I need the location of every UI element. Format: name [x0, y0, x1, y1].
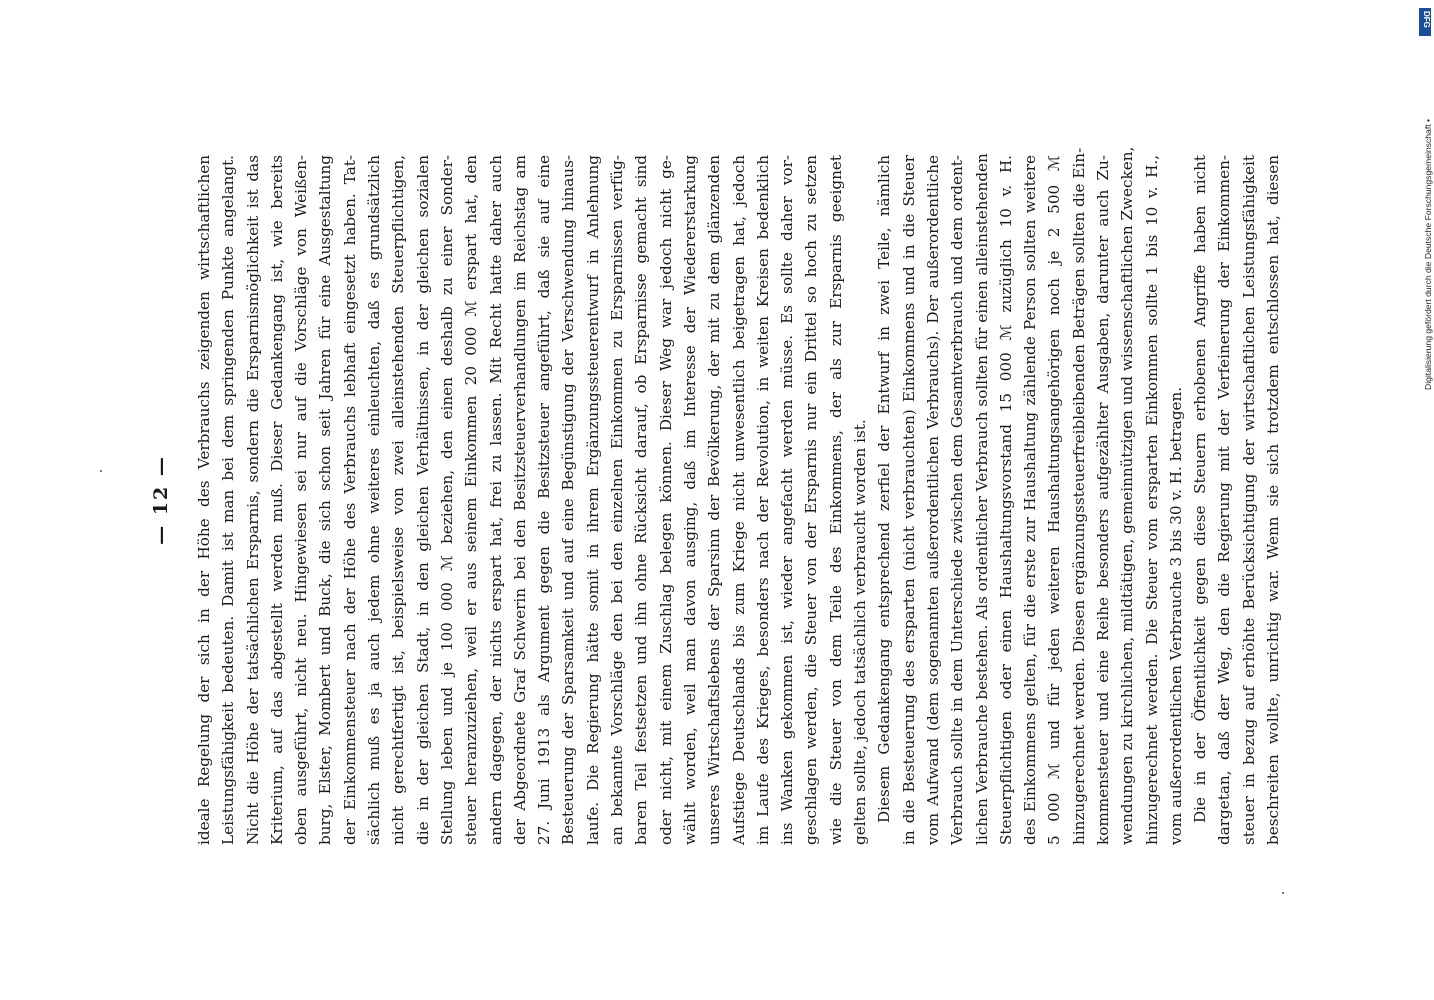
text-line: ins Wanken gekommen ist, wieder angefacht werden müsse. Es sollte daher vor-: [778, 155, 797, 845]
page-number: — 12 —: [150, 455, 172, 545]
text-line: steuer heranzuziehen, weil er aus seinem Einkommen 20 000 ℳ erspart hat, den: [462, 155, 481, 845]
text-line: wie die Steuer von dem Teile des Einkommens, der als zur Ersparnis geeignet: [826, 155, 845, 845]
text-line: dargetan, daß der Weg, den die Regierung mit der Verfeinerung der Einkommen-: [1215, 155, 1234, 845]
text-line: geschlagen werden, die Steuer von der Ersparnis nur ein Drittel so hoch zu setzen: [802, 155, 821, 845]
text-line: 27. Juni 1913 als Argument gegen die Besitzsteuer angeführt, daß sie auf eine: [535, 155, 554, 845]
text-line: oben ausgeführt, nicht neu. Hingewiesen sei nur auf die Vorschläge von Weißen-: [292, 155, 311, 845]
text-line: Diesem Gedankengang entsprechend zerfiel der Entwurf in zwei Teile, nämlich: [875, 155, 894, 823]
text-line: Kriterium, auf das abgestellt werden muß. Dieser Gedankengang ist, wie bereits: [267, 155, 286, 845]
rotated-text-block: [150, 146, 1283, 845]
text-line: sächlich muß es ja auch jedem ohne weiteres einleuchten, daß es grundsätzlich: [365, 155, 384, 845]
body-text: [192, 146, 1285, 845]
scan-speck: [100, 470, 102, 472]
text-line: Verbrauch sollte in dem Unterschiede zwischen dem Gesamtverbrauch und dem ordent-: [948, 155, 967, 845]
text-line: Stellung leben und je 100 000 ℳ beziehen, den einen deshalb zu einer Sonder-: [437, 155, 456, 845]
text-line: burg, Elster, Mombert und Buck, die sich schon seit Jahren für eine Ausgestaltung: [316, 155, 335, 845]
text-line: der Einkommensteuer nach der Höhe des Verbrauchs lebhaft eingesetzt haben. Tat-: [340, 155, 359, 845]
text-line: andern dagegen, der nichts erspart hat, frei zu lassen. Mit Recht hatte daher auch: [486, 155, 505, 845]
text-line: wendungen zu kirchlichen, mildtätigen, gemeinnützigen und wissenschaftlichen Zwecken,: [1118, 146, 1137, 845]
text-line: des Einkommens gelten, für die erste zur Haushaltung zählende Person sollten weitere: [1021, 155, 1040, 845]
text-line: vom außerordentlichen Verbrauche 3 bis 30 v. H. betragen.: [1166, 386, 1185, 845]
text-line: Die in der Öffentlichkeit gegen diese Steuern erhobenen Angriffe haben nicht: [1191, 155, 1210, 823]
text-line: an bekannte Vorschläge den bei den einzelnen Einkommen zu Ersparnissen verfüg-: [608, 155, 627, 845]
text-line: unseres Wirtschaftslebens der Sparsinn der Bevölkerung, der mit zu dem glänzenden: [705, 155, 724, 845]
text-line: hinzugerechnet werden. Diesen ergänzungssteuerfreibleibenden Beträgen sollten die Ein-: [1069, 147, 1088, 845]
text-line: Leistungsfähigkeit bedeuten. Damit ist man bei dem springenden Punkte angelangt.: [219, 155, 238, 845]
text-line: im Laufe des Krieges, besonders nach der Revolution, in weiten Kreisen bedenklich: [753, 155, 772, 845]
text-line: beschreiten wollte, unrichtig war. Wenn sie sich trotzdem entschlossen hat, diesen: [1264, 155, 1283, 845]
text-line: hinzugerechnet werden. Die Steuer vom ersparten Einkommen sollte 1 bis 10 v. H.,: [1142, 155, 1161, 845]
text-line: Nicht die Höhe der tatsächlichen Ersparnis, sondern die Ersparnismöglichkeit ist das: [243, 155, 262, 845]
text-line: kommensteuer und eine Reihe besonders aufgezählter Ausgaben, darunter auch Zu-: [1093, 155, 1112, 845]
text-line: steuer in bezug auf erhöhte Berücksichtigung der wirtschaftlichen Leistungsfähigkeit: [1239, 155, 1258, 845]
text-line: lichen Verbrauche bestehen. Als ordentlicher Verbrauch sollten für einen alleinstehenden: [972, 153, 991, 845]
text-line: in die Besteuerung des ersparten (nicht verbrauchten) Einkommens und in die Steuer: [899, 155, 918, 845]
text-line: ideale Regelung der sich in der Höhe des Verbrauchs zeigenden wirtschaftlichen: [195, 155, 213, 845]
text-line: Besteuerung der Sparsamkeit und auf eine Begünstigung der Verschwendung hinaus-: [559, 155, 578, 845]
text-line: 5 000 ℳ und für jeden weiteren Haushaltungsangehörigen noch je 2 500 ℳ: [1045, 155, 1064, 845]
digitization-credit: Digitalisierung gefördert durch die Deutsche Forschungsgemeinschaft •: [1423, 119, 1433, 390]
dfg-logo-icon: [1419, 8, 1431, 36]
text-line: laufe. Die Regierung hätte somit in ihrem Ergänzungssteuerentwurf in Anlehnung: [583, 155, 602, 845]
dfg-logo-label: DFG: [1422, 11, 1431, 28]
text-line: oder nicht, mit einem Zuschlag belegen können. Dieser Weg war jedoch nicht ge-: [656, 155, 675, 845]
text-line: gelten sollte, jedoch tatsächlich verbraucht worden ist.: [851, 419, 870, 845]
text-line: wählt worden, weil man davon ausging, daß im Interesse der Wiedererstarkung: [680, 155, 699, 845]
text-line: der Abgeordnete Graf Schwerin bei den Besitzsteuerverhandlungen im Reichstag am: [510, 155, 529, 845]
text-line: Aufstiege Deutschlands bis zum Kriege nicht unwesentlich beigetragen hat, jedoch: [729, 155, 748, 845]
text-line: die in der gleichen Stadt, in den gleichen Verhältnissen, in der gleichen sozialen: [413, 155, 432, 845]
text-line: Steuerpflichtigen oder einen Haushaltungsvorstand 15 000 ℳ zuzüglich 10 v. H.: [996, 155, 1015, 845]
scan-speck: [1282, 892, 1284, 894]
text-line: nicht gerechtfertigt ist, beispielsweise von zwei alleinstehenden Steuerpflichtigen,: [389, 155, 408, 845]
text-line: baren Teil festsetzen und ihn ohne Rücksicht darauf, ob Ersparnisse gemacht sind: [632, 155, 651, 845]
text-line: vom Aufwand (dem sogenannten außerordentlichen Verbrauchs). Der außerordentliche: [923, 155, 942, 845]
